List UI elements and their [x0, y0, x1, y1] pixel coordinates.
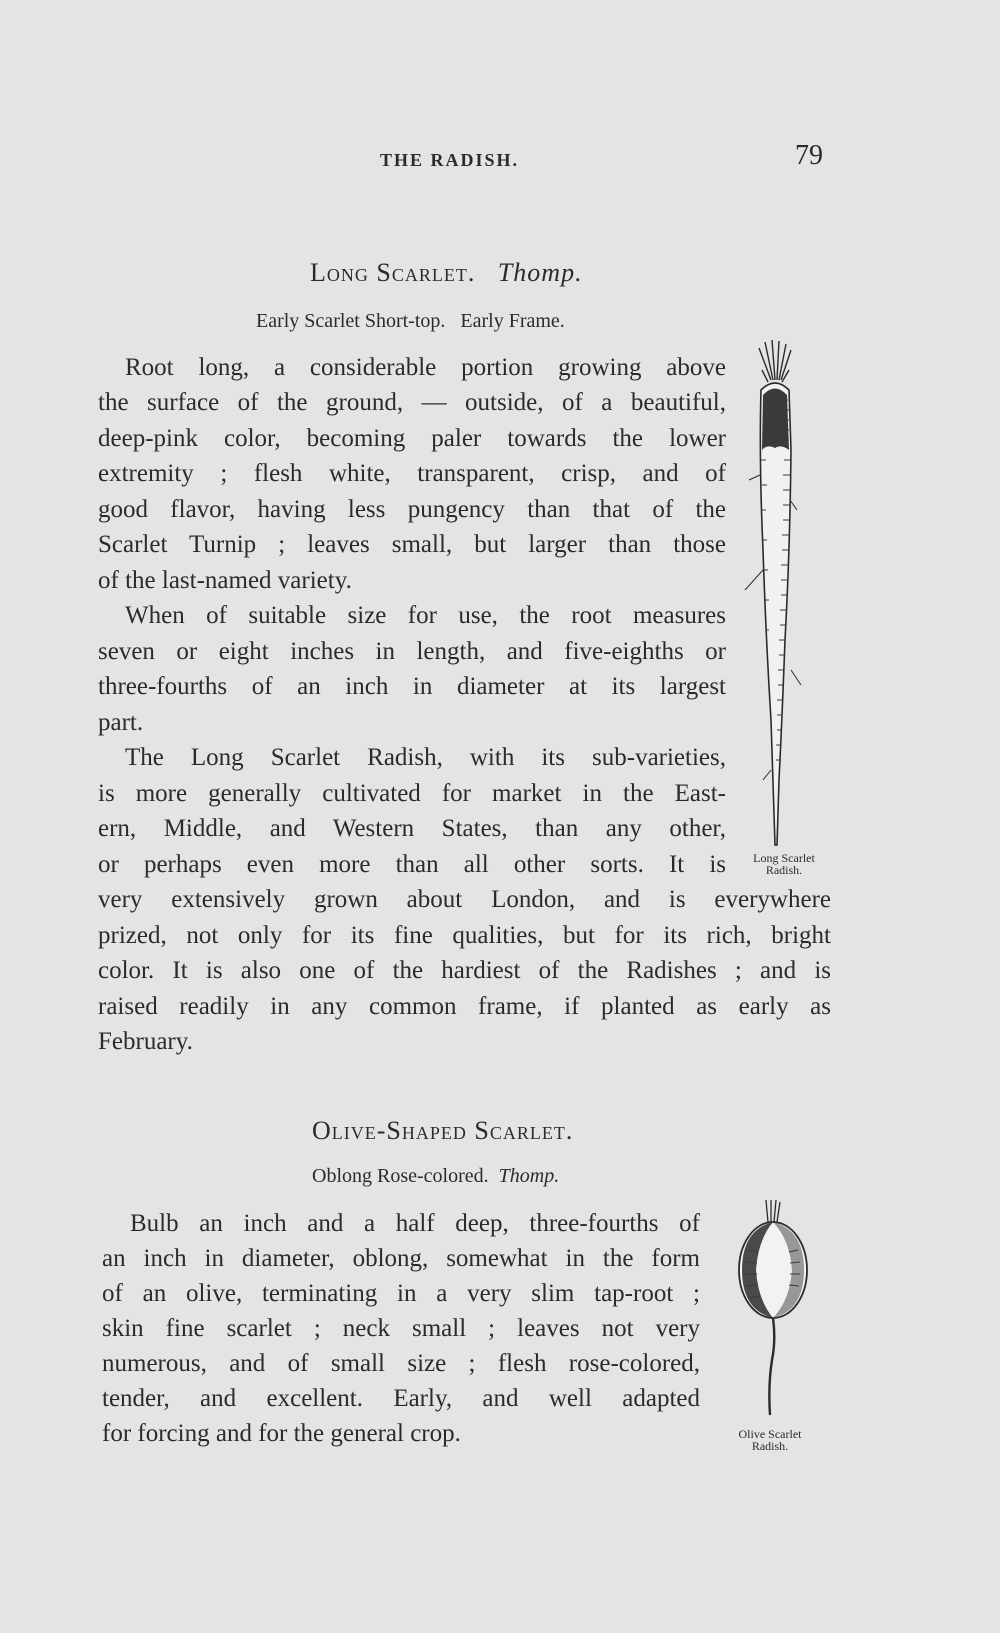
- body-line: color. It is also one of the hardiest of the Radishes ; and is: [98, 957, 831, 984]
- body-line: of an olive, terminating in a very slim tap-root ;: [102, 1280, 700, 1307]
- body-line: extremity ; flesh white, transparent, crisp, and of: [98, 460, 726, 487]
- section-title-long-scarlet: [310, 258, 583, 288]
- page-number: 79: [795, 140, 823, 171]
- body-line: three-fourths of an inch in diameter at its largest: [98, 673, 726, 700]
- variety-name: Long Scarlet.: [310, 258, 476, 287]
- olive-scarlet-radish-illustration: [728, 1200, 818, 1430]
- body-line: of the last-named variety.: [98, 567, 352, 594]
- body-line: the surface of the ground, — outside, of a beautiful,: [98, 389, 726, 416]
- body-line: good flavor, having less pungency than that of the: [98, 496, 726, 523]
- body-line: Bulb an inch and a half deep, three-fourths of: [130, 1210, 700, 1237]
- body-line: seven or eight inches in length, and five-eighths or: [98, 638, 726, 665]
- body-line: February.: [98, 1028, 193, 1055]
- section-title-olive-shaped-scarlet: Olive-Shaped Scarlet.: [312, 1116, 574, 1145]
- caption-line: Radish.: [765, 863, 803, 877]
- caption-line: Olive Scarlet: [738, 1427, 802, 1441]
- synonym-name: Oblong Rose-colored.: [312, 1165, 489, 1187]
- figure-caption: [725, 1428, 815, 1452]
- caption-line: Radish.: [751, 1439, 789, 1453]
- body-line: tender, and excellent. Early, and well adapted: [102, 1385, 700, 1412]
- body-line: skin fine scarlet ; neck small ; leaves not very: [102, 1315, 700, 1342]
- body-line: very extensively grown about London, and is everywhere: [98, 886, 831, 913]
- body-line: prized, not only for its fine qualities, but for its rich, bright: [98, 922, 831, 949]
- running-head: THE RADISH.: [380, 150, 520, 170]
- figure-caption: [738, 852, 830, 876]
- variety-synonyms: Early Scarlet Short-top. Early Frame.: [256, 310, 565, 332]
- variety-authority: Thomp.: [497, 258, 583, 287]
- body-line: for forcing and for the general crop.: [102, 1420, 461, 1447]
- body-line: numerous, and of small size ; flesh rose-colored,: [102, 1350, 700, 1377]
- variety-synonyms: [312, 1165, 559, 1188]
- body-line: deep-pink color, becoming paler towards the lower: [98, 425, 726, 452]
- body-line: Scarlet Turnip ; leaves small, but larger than those: [98, 531, 726, 558]
- long-scarlet-radish-illustration: [735, 340, 815, 850]
- body-line: an inch in diameter, oblong, somewhat in the form: [102, 1245, 700, 1272]
- body-line: raised readily in any common frame, if planted as early as: [98, 993, 831, 1020]
- body-line: or perhaps even more than all other sorts. It is: [98, 851, 726, 878]
- body-line: ern, Middle, and Western States, than any other,: [98, 815, 726, 842]
- synonym-authority: Thomp.: [498, 1165, 560, 1187]
- body-line: part.: [98, 709, 144, 736]
- body-line: Root long, a considerable portion growing above: [125, 354, 726, 381]
- body-line: When of suitable size for use, the root measures: [125, 602, 726, 629]
- caption-line: Long Scarlet: [753, 851, 815, 865]
- body-line: The Long Scarlet Radish, with its sub-varieties,: [125, 744, 726, 771]
- body-line: is more generally cultivated for market in the East-: [98, 780, 726, 807]
